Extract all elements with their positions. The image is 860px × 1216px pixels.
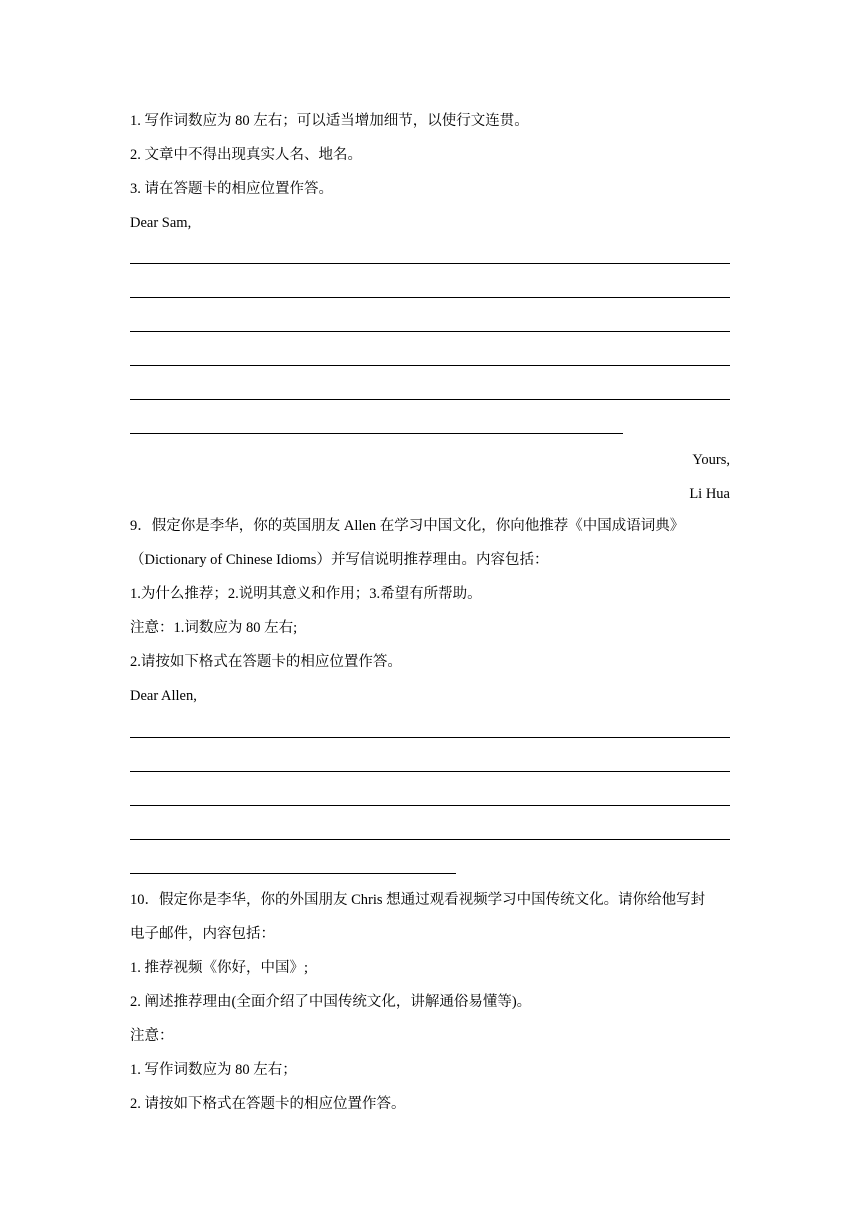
letter-greeting-sam: Dear Sam, [130,215,192,231]
instruction-line-3: 3. 请在答题卡的相应位置作答。 [130,181,333,197]
q10-prompt-line-1: 10．假定你是李华，你的外国朋友 Chris 想通过观看视频学习中国传统文化。请你给他写封 [130,892,706,908]
writing-line-short [130,433,623,434]
q9-prompt-line-1: 9．假定你是李华，你的英国朋友 Allen 在学习中国文化，你向他推荐《中国成语词典》 [130,518,685,534]
instruction-line-1: 1. 写作词数应为 80 左右；可以适当增加细节，以使行文连贯。 [130,113,529,129]
writing-line [130,263,730,264]
q10-content-point-1: 1. 推荐视频《你好，中国》; [130,960,309,976]
writing-line [130,805,730,806]
letter-greeting-allen: Dear Allen, [130,688,197,704]
q9-note-1: 注意：1.词数应为 80 左右; [130,620,298,636]
q10-note-heading: 注意： [130,1028,174,1044]
q9-content-points: 1.为什么推荐；2.说明其意义和作用；3.希望有所帮助。 [130,586,482,602]
q10-prompt-line-2: 电子邮件，内容包括： [130,926,275,942]
writing-line [130,331,730,332]
writing-line [130,399,730,400]
q9-note-2: 2.请按如下格式在答题卡的相应位置作答。 [130,654,402,670]
instruction-line-2: 2. 文章中不得出现真实人名、地名。 [130,147,362,163]
writing-line [130,737,730,738]
q10-note-2: 2. 请按如下格式在答题卡的相应位置作答。 [130,1096,406,1112]
q9-prompt-line-2: （Dictionary of Chinese Idioms）并写信说明推荐理由。内容包括： [130,552,549,568]
q10-note-1: 1. 写作词数应为 80 左右； [130,1062,297,1078]
writing-line [130,839,730,840]
letter-signature: Li Hua [689,486,730,502]
writing-line [130,297,730,298]
writing-line-short [130,873,456,874]
writing-line [130,365,730,366]
q10-content-point-2: 2. 阐述推荐理由(全面介绍了中国传统文化，讲解通俗易懂等)。 [130,994,532,1010]
writing-line [130,771,730,772]
letter-closing: Yours, [692,452,730,468]
